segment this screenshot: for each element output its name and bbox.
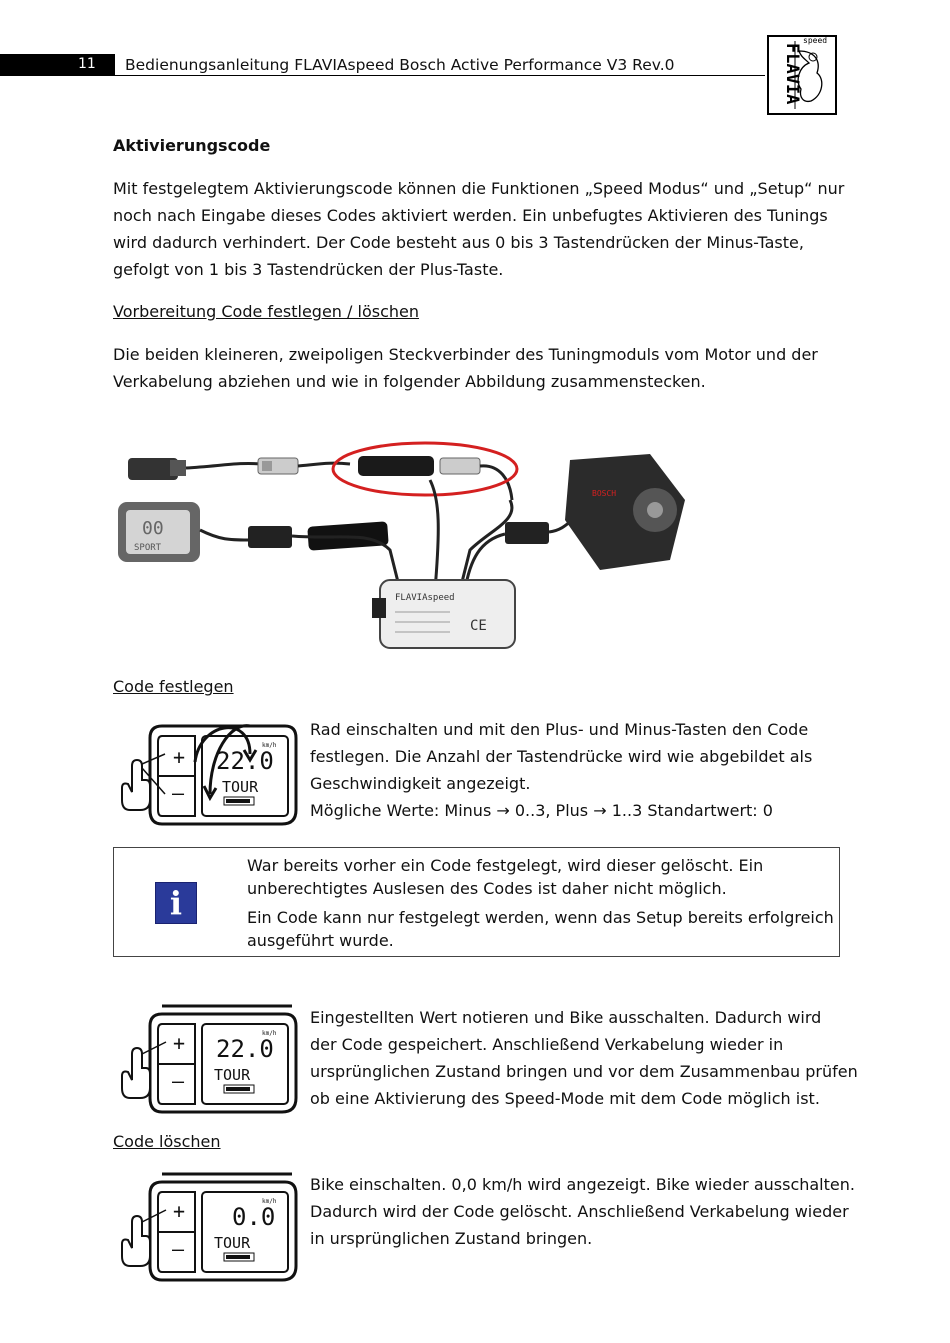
section-heading: Aktivierungscode	[113, 136, 271, 155]
module-plug-dark	[358, 456, 434, 476]
sensor-plug-icon	[128, 458, 186, 480]
info-text: War bereits vorher ein Code festgelegt, wird dieser gelöscht. Ein unberechtigtes Auslesen des Codes ist daher nicht möglich. Ein Code kann nur festgelegt werden, wenn das Setup bereits erfolgreich ausgeführt wurde.	[247, 856, 834, 950]
flavia-logo	[767, 35, 837, 115]
prep-text: Die beiden kleineren, zweipoligen Steckverbinder des Tuningmoduls vom Motor und der Verkabelung abziehen und wie in folgender Abbildung zusammenstecken.	[113, 345, 818, 391]
svg-text:–: –	[172, 1237, 185, 1261]
header-rule	[115, 75, 765, 76]
connector-dark-1	[248, 526, 292, 548]
hand-pointer-icon	[122, 1042, 166, 1098]
mode-readout-3: TOUR	[214, 1234, 251, 1252]
arrow-icon: →	[593, 801, 607, 820]
bosch-motor-icon	[565, 454, 685, 570]
logo-text: FLAVIA	[782, 43, 802, 105]
svg-text:BOSCH: BOSCH	[592, 489, 617, 498]
prep-heading: Vorbereitung Code festlegen / löschen	[113, 302, 419, 321]
code-delete-text: Bike einschalten. 0,0 km/h wird angezeigt. Bike wieder ausschalten. Dadurch wird der Code gelöscht. Anschließend Verkabelung wieder in ursprünglichen Zustand bringen.	[310, 1175, 855, 1248]
display-2-illustration	[110, 1002, 305, 1120]
wiring-diagram	[110, 440, 700, 665]
speed-readout-3: 0.0	[232, 1203, 276, 1231]
svg-text:+: +	[173, 1031, 186, 1055]
mode-readout-2: TOUR	[214, 1066, 251, 1084]
svg-text:km/h: km/h	[262, 1030, 277, 1037]
speed-readout-2: 22.0	[216, 1035, 274, 1063]
document-title: Bedienungsanleitung FLAVIAspeed Bosch Active Performance V3 Rev.0	[125, 56, 675, 74]
minus-key: –	[172, 781, 185, 805]
code-delete-heading: Code löschen	[113, 1132, 221, 1151]
code-set-heading: Code festlegen	[113, 677, 234, 696]
svg-text:FLAVIAspeed: FLAVIAspeed	[395, 593, 455, 603]
svg-text:km/h: km/h	[262, 1198, 277, 1205]
plus-key: +	[173, 745, 186, 769]
svg-text:+: +	[173, 1199, 186, 1223]
code-set-text: Rad einschalten und mit den Plus- und Minus-Tasten den Code festlegen. Die Anzahl der Tastendrücke wird wie abgebildet als Geschwindigkeit angezeigt. Mögliche Werte: Minus → 0..3, Plus → 1..3 Standartwert: 0	[310, 720, 813, 820]
connector-light-2	[440, 458, 480, 474]
mode-readout-1: TOUR	[222, 778, 259, 796]
logo-small-text: speed	[803, 37, 828, 45]
connector-light-1	[258, 458, 298, 474]
page-number: 11	[78, 56, 96, 72]
svg-text:km/h: km/h	[262, 742, 277, 749]
tuning-module	[372, 580, 515, 648]
svg-text:–: –	[172, 1069, 185, 1093]
save-text: Eingestellten Wert notieren und Bike ausschalten. Dadurch wird der Code gespeichert. Anschließend Verkabelung wieder in ursprünglichen Zustand bringen und vor dem Zusammenbau prüfen ob eine Aktivierung des Speed-Mode mit dem Code möglich ist.	[310, 1008, 858, 1108]
bike-display-device	[118, 502, 200, 562]
arrow-icon: →	[496, 801, 510, 820]
svg-text:CE: CE	[470, 618, 487, 634]
svg-text:SPORT: SPORT	[134, 543, 162, 553]
display-3-illustration	[110, 1170, 305, 1288]
svg-text:00: 00	[142, 518, 164, 539]
display-1-illustration	[110, 714, 305, 832]
hand-pointer-icon	[122, 1210, 166, 1266]
connector-dark-2	[505, 522, 549, 544]
info-icon: i	[155, 882, 197, 924]
header-bar	[0, 54, 115, 76]
intro-text: Mit festgelegtem Aktivierungscode können die Funktionen „Speed Modus“ und „Setup“ nur noch nach Eingabe dieses Codes aktiviert werden. Ein unbefugtes Aktivieren des Tunings wird dadurch verhindert. Der Code besteht aus 0 bis 3 Tastendrücken der Minus-Taste, gefolgt von 1 bis 3 Tastendrücken der Plus-Taste.	[113, 179, 845, 279]
speed-readout-1: 22.0	[216, 747, 274, 775]
